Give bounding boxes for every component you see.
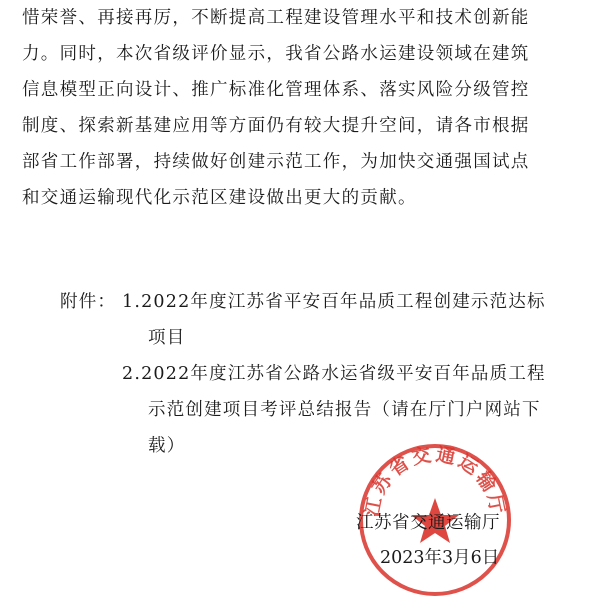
attachment-item-1: 1.2022年度江苏省平安百年品质工程创建示范达标	[122, 292, 546, 312]
attachments-list	[60, 284, 580, 464]
attachment-item-1-cont: 项目	[148, 328, 186, 348]
paragraph-line: 信息模型正向设计、推广标准化管理体系、落实风险分级管控	[22, 80, 530, 100]
attachment-item-2: 2.2022年度江苏省公路水运省级平安百年品质工程	[122, 364, 546, 384]
issue-date: 2023年3月6日	[380, 548, 500, 568]
paragraph-line: 力。同时，本次省级评价显示，我省公路水运建设领域在建筑	[22, 44, 530, 64]
paragraph-line: 部省工作部署，持续做好创建示范工作，为加快交通强国试点	[22, 152, 530, 172]
seal-text: 江苏省交通运输厅	[361, 443, 509, 519]
paragraph-line: 惜荣誉、再接再厉，不断提高工程建设管理水平和技术创新能	[22, 8, 530, 28]
attachment-item-2-cont: 载）	[148, 436, 186, 456]
paragraph-line: 和交通运输现代化示范区建设做出更大的贡献。	[22, 188, 417, 208]
attachment-item-2-cont: 示范创建项目考评总结报告（请在厅门户网站下	[148, 400, 541, 420]
issuing-authority: 江苏省交通运输厅	[356, 513, 500, 533]
body-paragraph	[22, 0, 582, 216]
attachments-label: 附件：	[60, 292, 117, 312]
paragraph-line: 制度、探索新基建应用等方面仍有较大提升空间，请各市根据	[22, 116, 530, 136]
